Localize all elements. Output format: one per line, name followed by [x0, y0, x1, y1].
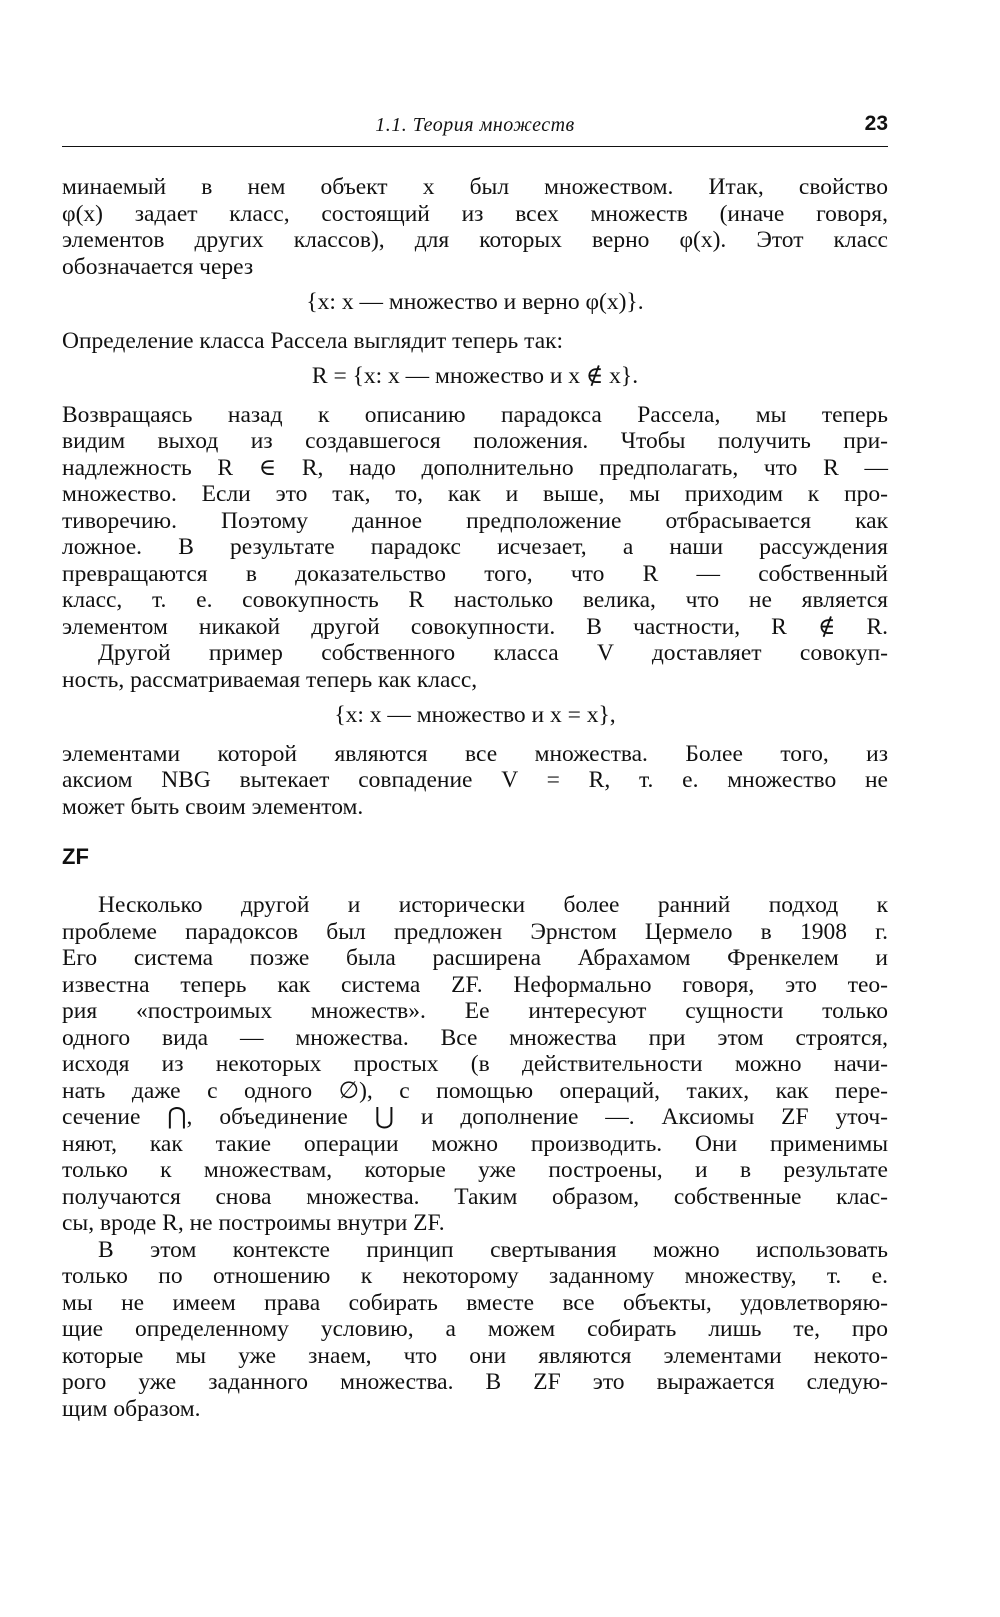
text-line: исходя из некоторых простых (в действительности можно начи- — [62, 1051, 888, 1077]
text-line: ложное. В результате парадокс исчезает, а наши рассуждения — [62, 534, 888, 560]
text-line: одного вида — множества. Все множества при этом строятся, — [62, 1024, 888, 1051]
text-line: которые мы уже знаем, что они являются элементами некото- — [62, 1342, 888, 1369]
formula-universal-class: {x: x — множество и x = x}, — [334, 702, 616, 728]
text-line: только по отношению к некоторому заданному множеству, т. е. — [62, 1263, 888, 1289]
text-line: рого уже заданного множества. В ZF это выражается следую- — [62, 1369, 888, 1395]
text-line: нать даже с одного ∅), с помощью операций, таких, как пере- — [62, 1077, 888, 1104]
text-line: щим образом. — [62, 1395, 201, 1422]
text-line: элементами которой являются все множества. Более того, из — [62, 740, 888, 767]
text-line: проблеме парадоксов был предложен Эрнстом Цермело в 1908 г. — [62, 918, 888, 945]
text-line: обозначается через — [62, 253, 254, 280]
text-line: рия «построимых множеств». Ее интересуют сущности только — [62, 998, 888, 1024]
text-line: аксиом NBG вытекает совпадение V = R, т. е. множество не — [62, 767, 888, 793]
formula-russell-class: R = {x: x — множество и x ∉ x}. — [311, 363, 639, 389]
text-line: видим выход из создавшегося положения. Чтобы получить при- — [62, 428, 888, 454]
text-line: Возвращаясь назад к описанию парадокса Рассела, мы теперь — [62, 401, 888, 428]
text-line: няют, как такие операции можно производить. Они применимы — [62, 1130, 888, 1157]
text-line: известна теперь как система ZF. Неформально говоря, это тео- — [62, 971, 888, 998]
paragraph-3 — [62, 402, 888, 641]
text-line: Другой пример собственного класса V доставляет совокуп- — [98, 640, 888, 666]
paragraph-6 — [62, 892, 888, 1237]
text-line: множество. Если это так, то, как и выше, мы приходим к про- — [62, 481, 888, 507]
text-line: получаются снова множества. Таким образом, собственные клас- — [62, 1183, 888, 1210]
paragraph-1 — [62, 174, 888, 280]
text-line: ность, рассматриваемая теперь как класс, — [62, 666, 478, 693]
text-line: превращаются в доказательство того, что R — собственный — [62, 560, 888, 587]
text-line: мы не имеем права собирать вместе все объекты, удовлетворяю- — [62, 1289, 888, 1316]
page-body — [62, 174, 888, 1422]
text-line: класс, т. е. совокупность R настолько велика, что не является — [62, 587, 888, 613]
text-line: элементов других классов), для которых верно φ(x). Этот класс — [62, 227, 888, 253]
paragraph-4 — [62, 640, 888, 693]
paragraph-7 — [62, 1237, 888, 1423]
text-line: надлежность R ∈ R, надо дополнительно предполагать, что R — — [62, 454, 888, 481]
text-line: сечение ⋂, объединение ⋃ и дополнение —. Аксиомы ZF уточ- — [62, 1104, 888, 1130]
text-line: минаемый в нем объект x был множеством. Итак, свойство — [62, 174, 888, 200]
text-line: В этом контексте принцип свертывания можно использовать — [98, 1236, 888, 1263]
text-line: щие определенному условию, а можем собирать лишь те, про — [62, 1316, 888, 1342]
text-line: Его система позже была расширена Абрахамом Френкелем и — [62, 945, 888, 971]
running-header — [62, 112, 888, 147]
text-line: Несколько другой и исторически более ранний подход к — [98, 892, 888, 918]
section-heading: ZF — [62, 844, 89, 869]
running-title: 1.1. Теория множеств — [375, 114, 575, 136]
text-line: только к множествам, которые уже построены, и в результате — [62, 1157, 888, 1183]
page-number: 23 — [864, 112, 888, 135]
text-line: тиворечию. Поэтому данное предположение отбрасывается как — [62, 507, 888, 534]
text-line: сы, вроде R, не построимы внутри ZF. — [62, 1210, 445, 1236]
paragraph-2: Определение класса Рассела выглядит теперь так: — [62, 327, 564, 354]
formula-class-definition: {x: x — множество и верно φ(x)}. — [306, 289, 644, 315]
text-line: может быть своим элементом. — [62, 793, 364, 820]
text-line: элементом никакой другой совокупности. В частности, R ∉ R. — [62, 613, 888, 640]
paragraph-5 — [62, 741, 888, 821]
text-line: φ(x) задает класс, состоящий из всех множеств (иначе говоря, — [62, 200, 888, 227]
